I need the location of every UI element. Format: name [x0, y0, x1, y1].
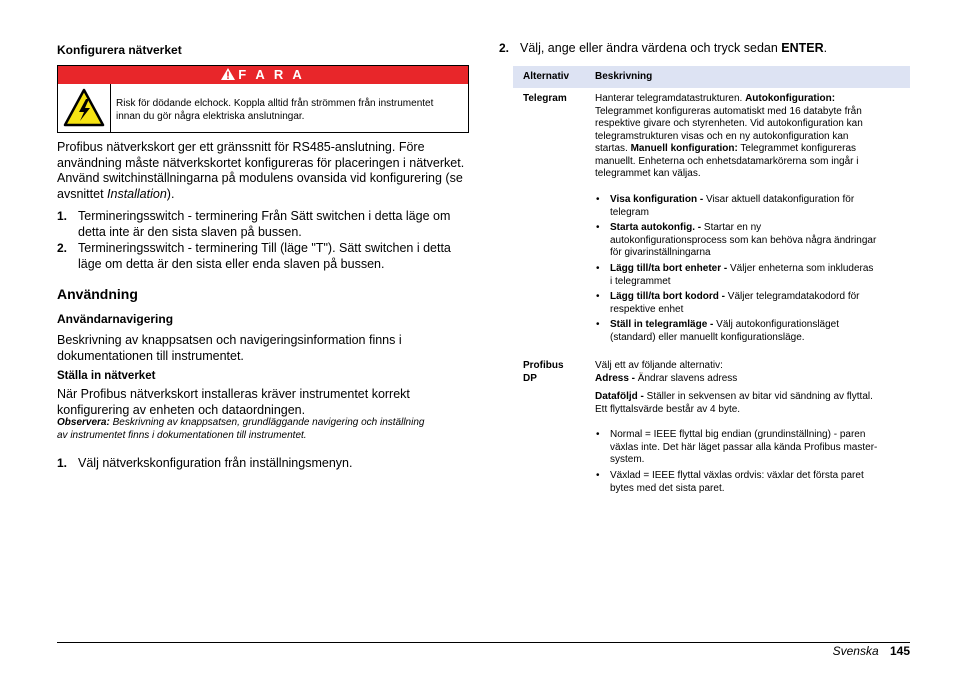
section-heading-user-navigation: Användarnavigering [57, 312, 174, 326]
section-heading-setup-network: Ställa in nätverket [57, 370, 156, 382]
text-span: . [823, 41, 828, 55]
text-line: manuellt. Enheterna och enhetsdatamarkörerna som ingår i [595, 155, 859, 167]
text-line [610, 291, 910, 304]
text-line: • Normal = IEEE flyttal big endian (grundinställning) - paren [610, 429, 866, 440]
select-network-step [57, 456, 469, 472]
text-line: i telegrammet [610, 275, 671, 287]
switch-step-1 [57, 209, 469, 240]
enter-key-label: ENTER [781, 41, 824, 55]
enter-values-step [499, 41, 911, 57]
intro-paragraph [57, 140, 469, 202]
text-line: telegrammet kan väljas. [595, 168, 701, 179]
text-line [610, 222, 910, 235]
text-line: dokumentationen till instrumentet. [57, 348, 244, 363]
text-line: detta inte är den sista slaven på bussen. [78, 224, 302, 239]
text-line: • Växlad = IEEE flyttal växlas ordvis: växlar det första paret [610, 470, 864, 481]
text-line: (standard) eller manuellt konfigurationsläge. [610, 331, 805, 343]
list-item [610, 222, 910, 260]
text-line: Telegrammet konfigureras automatiskt med 16 databyte från [595, 105, 862, 117]
note-label: Observera: [57, 417, 110, 428]
section-heading-configure-network: Konfigurera nätverket [57, 43, 182, 57]
text-line: Profibus nätverkskort ger ett gränssnitt för RS485-anslutning. Före [57, 140, 425, 154]
list-item [610, 319, 910, 344]
text-line [57, 417, 469, 430]
bullet-label: Lägg till/ta bort enheter - [610, 263, 728, 274]
setup-paragraph [57, 387, 469, 418]
text-span: Väljer enheterna som inkluderas [727, 263, 874, 274]
text-line: Beskrivning av knappsatsen och navigeringsinformation finns i [57, 333, 402, 347]
telegram-description [595, 93, 910, 181]
text-line [610, 263, 910, 276]
step-number: 1. [57, 209, 68, 223]
text-span: Visar aktuell datakonfiguration för [703, 194, 855, 205]
address-label: Adress - [595, 372, 636, 384]
danger-text [116, 98, 466, 123]
user-navigation-paragraph [57, 333, 469, 364]
text-line: När Profibus nätverkskort installeras kräver instrumentet korrekt [57, 387, 410, 401]
switch-step-2 [57, 241, 469, 272]
text-span: Väljer telegramdatakodord för [725, 291, 860, 302]
text-span: startas. [595, 143, 631, 154]
bullet-label: Starta autokonfig. - [610, 222, 702, 233]
electric-shock-icon [63, 88, 105, 128]
danger-header [58, 66, 468, 84]
list-item [610, 291, 910, 316]
text-line: användning måste nätverkskortet konfigureras för placeringen i nätverket. [57, 155, 465, 170]
step-number: 2. [499, 41, 510, 55]
section-heading-usage: Användning [57, 286, 138, 302]
text-span: Ändrar slavens adress [635, 372, 738, 384]
bullet-label: Lägg till/ta bort kodord - [610, 291, 725, 302]
text-line [57, 187, 469, 203]
text-span: Startar en ny [701, 222, 762, 233]
step-number: 1. [57, 456, 68, 470]
bullet-label: Visa konfiguration - [610, 194, 704, 205]
danger-title: F A R A [238, 67, 305, 82]
text-line: för givarinställningarna [610, 247, 711, 258]
text-span: Beskrivning av knappsatsen, grundläggande navigering och inställning [109, 417, 425, 428]
text-line: respektive givare och styrenheten. Vid autokonfiguration kan [595, 118, 863, 129]
text-line [520, 41, 911, 57]
text-line [595, 93, 910, 106]
column-header-option: Alternativ [523, 71, 570, 82]
row-label-profibus-dp [523, 360, 564, 385]
text-span: Hanterar telegramdatastrukturen. [595, 93, 746, 104]
text-line: Välj ett av följande alternativ: [595, 360, 723, 371]
text-line [610, 194, 910, 207]
text-line: respektive enhet [610, 303, 684, 315]
text-line: växlas inte. Det här läget passar alla kända Profibus master- [610, 441, 878, 453]
text-span: Välj autokonfigurationsläget [713, 319, 840, 330]
footer-divider [57, 642, 910, 643]
text-line: DP [523, 372, 537, 384]
dataorder-description [595, 391, 910, 416]
text-line: telegram [610, 206, 649, 218]
profibus-dp-description [595, 360, 910, 385]
text-line: bytes med det sista paret. [610, 482, 725, 494]
text-line: Termineringsswitch - terminering Till (läge "T"). Sätt switchen i detta [78, 241, 451, 255]
text-line: läge om detta är den sista eller enda slaven på bussen. [78, 256, 385, 271]
dataorder-label: Dataföljd - [595, 391, 644, 402]
text-line: Använd switchinställningarna på modulens ovansida vid konfigurering (se [57, 171, 463, 185]
text-span: Ställer in sekvensen av bitar vid sändning av flyttal. [643, 391, 873, 402]
footer [833, 644, 910, 658]
text-line: Ett flyttalsvärde består av 4 byte. [595, 403, 741, 415]
text-line: autokonfigurationsprocess som kan behöva några ändringar [610, 234, 877, 246]
text-line: av instrumentet finns i dokumentationen till instrumentet. [57, 429, 307, 441]
text-line: Profibus [523, 360, 564, 371]
list-item [610, 194, 910, 219]
bullet-label: Ställ in telegramläge - [610, 319, 714, 330]
text-line: konfigurering av enheten och dataordningen. [57, 402, 306, 417]
text-line: system. [610, 454, 645, 465]
danger-text-line: innan du gör några elektriska anslutningar. [116, 110, 305, 122]
autoconfig-label: Autokonfiguration: [745, 93, 836, 104]
danger-box [57, 65, 469, 133]
text-span: avsnittet [57, 186, 108, 201]
column-header-description: Beskrivning [595, 71, 653, 82]
page-number: 145 [889, 644, 910, 658]
text-line [595, 373, 910, 386]
text-line [595, 143, 910, 156]
list-item [610, 263, 910, 288]
text-span: Telegrammet konfigureras [737, 143, 856, 154]
list-item [610, 470, 910, 495]
manual-config-label: Manuell konfiguration: [630, 143, 738, 154]
text-span: Välj, ange eller ändra värdena och tryck sedan [520, 41, 782, 55]
text-line: Termineringsswitch - terminering Från Sätt switchen i detta läge om [78, 209, 451, 223]
footer-language: Svenska [832, 644, 879, 658]
step-number: 2. [57, 241, 68, 255]
text-line: telegramstrukturen visas och en ny autokonfiguration kan [595, 130, 849, 142]
danger-icon-cell [58, 84, 111, 132]
list-item [610, 429, 910, 467]
warning-triangle-icon [221, 68, 235, 80]
options-table-header [513, 66, 910, 88]
note [57, 417, 469, 442]
installation-reference: Installation [107, 186, 167, 201]
text-line [610, 319, 910, 332]
text-span: ). [166, 186, 175, 201]
danger-text-line: Risk för dödande elchock. Koppla alltid från strömmen från instrumentet [116, 98, 434, 109]
row-label-telegram: Telegram [523, 93, 567, 104]
text-line: Välj nätverkskonfiguration från inställningsmenyn. [78, 456, 353, 470]
text-line [595, 391, 910, 404]
